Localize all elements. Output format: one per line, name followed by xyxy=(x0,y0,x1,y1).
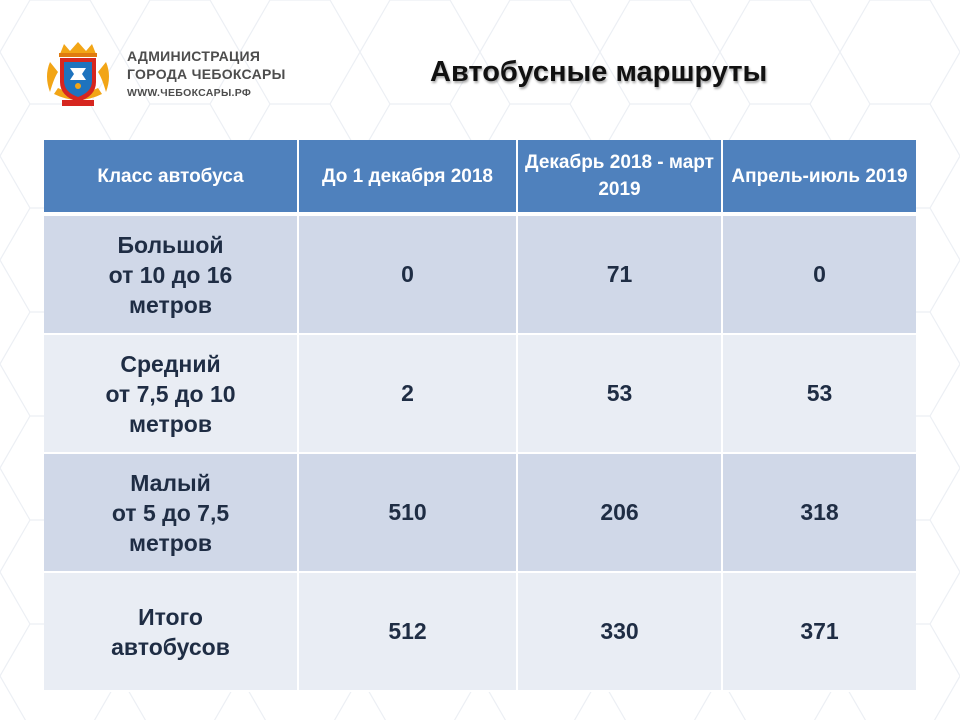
row-label-line: автобусов xyxy=(111,633,230,660)
table-row-total xyxy=(44,572,916,691)
header-period-3: Апрель-июль 2019 xyxy=(722,140,916,214)
org-name-line-1: АДМИНИСТРАЦИЯ xyxy=(127,48,261,64)
header-bus-class: Класс автобуса xyxy=(44,140,298,214)
row-label xyxy=(44,453,298,572)
slide-header xyxy=(0,0,960,130)
chuvash-cheboksary-coat-of-arms-icon xyxy=(42,42,114,108)
page-title: Автобусные маршруты xyxy=(430,56,768,88)
row-label-line: Малый xyxy=(130,469,211,496)
cell-value: 53 xyxy=(517,334,722,453)
header-period-2: Декабрь 2018 - март 2019 xyxy=(517,140,722,214)
cell-value: 2 xyxy=(298,334,517,453)
row-label-line: от 10 до 16 xyxy=(108,261,233,288)
cell-value: 512 xyxy=(298,572,517,691)
row-label xyxy=(44,214,298,334)
header-period-1: До 1 декабря 2018 xyxy=(298,140,517,214)
cell-value: 71 xyxy=(517,214,722,334)
cell-value: 330 xyxy=(517,572,722,691)
org-website: WWW.ЧЕБОКСАРЫ.РФ xyxy=(127,87,252,99)
row-label-line: Итого xyxy=(138,603,203,630)
row-label xyxy=(44,572,298,691)
cell-value: 0 xyxy=(298,214,517,334)
table-row-medium xyxy=(44,334,916,453)
row-label-line: метров xyxy=(128,410,212,437)
organization-name xyxy=(127,47,286,99)
table-header-row xyxy=(44,140,916,214)
cell-value: 206 xyxy=(517,453,722,572)
cell-value: 53 xyxy=(722,334,916,453)
row-label-line: от 7,5 до 10 xyxy=(105,380,236,407)
row-label-line: Большой xyxy=(117,231,224,258)
bus-routes-table xyxy=(44,140,916,692)
table-row-small xyxy=(44,453,916,572)
cell-value: 318 xyxy=(722,453,916,572)
cell-value: 510 xyxy=(298,453,517,572)
row-label xyxy=(44,334,298,453)
org-name-line-2: ГОРОДА ЧЕБОКСАРЫ xyxy=(127,66,286,82)
table-row-large xyxy=(44,214,916,334)
row-label-line: метров xyxy=(128,529,212,556)
row-label-line: от 5 до 7,5 xyxy=(111,499,230,526)
cell-value: 371 xyxy=(722,572,916,691)
cell-value: 0 xyxy=(722,214,916,334)
row-label-line: Средний xyxy=(120,350,221,377)
row-label-line: метров xyxy=(128,291,212,318)
